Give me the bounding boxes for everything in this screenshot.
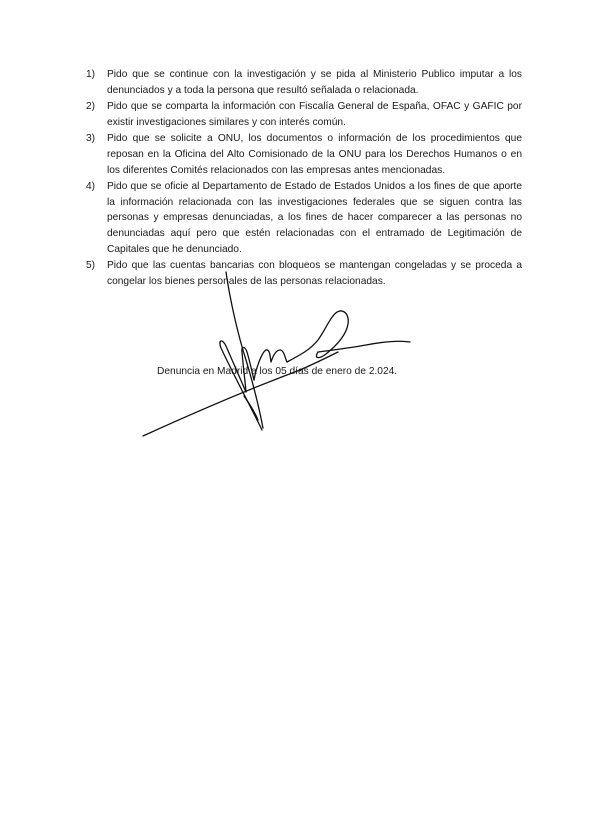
- petition-number: 2): [86, 101, 96, 113]
- petition-number: 3): [86, 133, 96, 145]
- petition-text: Pido que las cuentas bancarias con bloqueos se mantengan congeladas y se proceda a congelar los bienes personales de las personas relacionadas.: [107, 260, 522, 287]
- petition-text: Pido que se solicite a ONU, los documentos o información de los procedimientos que reposan en la Oficina del Alto Comisionado de la ONU para los Derechos Humanos o en los diferentes Comités relacionados con las empresas antes mencionadas.: [107, 133, 522, 176]
- petition-item-2: [86, 99, 522, 130]
- petition-text: Pido que se comparta la información con Fiscalía General de España, OFAC y GAFIC por existir investigaciones similares y con interés común.: [107, 101, 522, 128]
- signature-stroke: [287, 316, 333, 362]
- petition-number: 1): [86, 69, 96, 80]
- petition-item-4: [86, 179, 522, 257]
- signature-stroke: [220, 341, 262, 430]
- petition-item-5: [86, 258, 522, 289]
- petition-item-3: [86, 131, 522, 178]
- petition-text: Pido que se oficie al Departamento de Estado de Estados Unidos a los fines de que aporte la información relacionada con las investigaciones federales que se siguen contra las personas y empresas denunciadas, a los fines de hacer comparecer a las personas no denunciadas aquí pero que estén relacionadas con el entramado de Legitimación de Capitales que he denunciado.: [107, 181, 522, 255]
- petition-text: Pido que se continue con la investigación y se pida al Ministerio Publico imputar a los denunciados y a toda la persona que resultó señalada o relacionada.: [107, 69, 522, 96]
- petition-number: 4): [86, 181, 96, 193]
- petition-item-1: [86, 67, 522, 98]
- petition-list: [86, 67, 522, 290]
- closing-date-line: Denuncia en Madrid a los 05 días de enero de 2.024.: [157, 366, 398, 377]
- signature-stroke: [244, 396, 258, 420]
- signature-stroke: [316, 311, 348, 358]
- petition-number: 5): [86, 260, 96, 272]
- signature-stroke: [318, 341, 410, 352]
- signature-stroke: [226, 272, 263, 428]
